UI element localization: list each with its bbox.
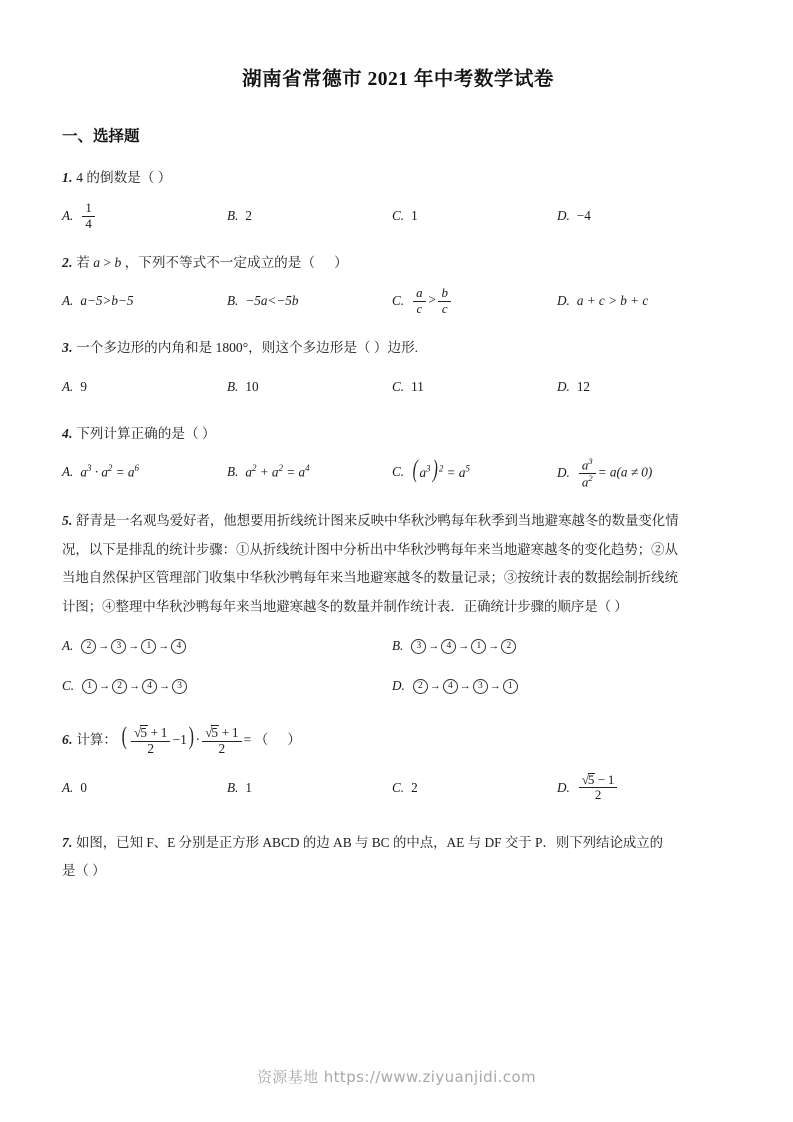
option-6-b-label: B. xyxy=(227,779,239,795)
option-5-c-value: 1 → 2 → 4 → 3 xyxy=(81,677,188,694)
question-5-number: 5. xyxy=(62,513,73,529)
option-2-c-label: C. xyxy=(392,293,405,309)
option-2-a-label: A. xyxy=(62,293,74,309)
question-4-options xyxy=(62,457,734,490)
question-7-stem-line-2: 是（ ） xyxy=(62,863,106,879)
option-5-c-label: C. xyxy=(62,677,75,693)
option-3-c[interactable] xyxy=(392,372,557,402)
option-1-c-label: C. xyxy=(392,208,405,224)
option-3-d-value: 12 xyxy=(576,378,591,394)
option-4-d-label: D. xyxy=(557,465,570,481)
question-6-options xyxy=(62,773,734,803)
option-5-a[interactable] xyxy=(62,631,392,661)
option-3-d-label: D. xyxy=(557,378,570,394)
question-5-options-row-2 xyxy=(62,671,734,701)
option-5-b-value: 3 → 4 → 1 → 2 xyxy=(410,637,517,654)
option-6-c-label: C. xyxy=(392,779,405,795)
page-content xyxy=(62,0,734,1034)
question-1-stem: 4 的倒数是（ ） xyxy=(76,170,172,185)
question-4-stem: 下列计算正确的是（ ） xyxy=(76,425,216,441)
option-1-d[interactable] xyxy=(557,201,722,231)
option-4-c-value: ( $a^3$) $^2 = a^5$ xyxy=(412,456,470,484)
option-4-a-label: A. xyxy=(62,463,74,479)
option-6-a-label: A. xyxy=(62,779,74,795)
option-5-d[interactable] xyxy=(392,671,722,701)
option-3-c-label: C. xyxy=(392,378,405,394)
question-1-number: 1. xyxy=(62,170,73,185)
question-2-number: 2. xyxy=(62,255,73,271)
option-4-c[interactable] xyxy=(392,457,557,487)
option-2-b-value: −5a<−5b xyxy=(245,293,299,309)
option-1-a-value: $\frac{1}{4}$ xyxy=(80,201,96,231)
option-5-a-value: 2 → 3 → 1 → 4 xyxy=(80,637,187,654)
option-5-b-label: B. xyxy=(392,637,404,653)
option-2-c[interactable] xyxy=(392,286,557,316)
option-3-a-label: A. xyxy=(62,378,74,394)
option-2-c-value: $\frac{a}{c}$ > $\frac{b}{c}$ xyxy=(411,286,453,316)
option-3-c-value: 11 xyxy=(411,378,424,394)
option-1-d-value: −4 xyxy=(576,208,591,224)
question-2 xyxy=(62,249,734,276)
question-4 xyxy=(62,420,734,447)
option-4-a[interactable] xyxy=(62,457,227,487)
question-6-expression: ( $\frac{√5 + 1}{2}$ −1) · $\frac{√5 + 1}{2}$ = （ ） xyxy=(122,721,301,756)
option-3-b-value: 10 xyxy=(245,378,259,394)
option-1-b[interactable] xyxy=(227,201,392,231)
question-1 xyxy=(62,164,734,191)
option-5-b[interactable] xyxy=(392,631,722,661)
option-4-b[interactable] xyxy=(227,457,392,487)
question-4-number: 4. xyxy=(62,425,73,441)
option-4-d-value: $\frac{a^3}{a^2}$ = a(a ≠ 0) xyxy=(577,457,652,490)
option-3-d[interactable] xyxy=(557,372,722,402)
question-1-options xyxy=(62,201,734,231)
option-1-a-label: A. xyxy=(62,208,74,224)
question-3-stem: 一个多边形的内角和是 1800°，则这个多边形是（ ）边形. xyxy=(76,340,419,356)
option-6-a[interactable] xyxy=(62,773,227,803)
page-title: 湖南省常德市 2021 年中考数学试卷 xyxy=(242,69,554,90)
question-5-stem-line-1: 舒青是一名观鸟爱好者，他想要用折线统计图来反映中华秋沙鸭每年秋季到当地避寒越冬的数量变化情 xyxy=(76,513,679,529)
option-6-a-value: 0 xyxy=(80,779,87,795)
question-7-figure-placeholder xyxy=(62,886,734,1034)
question-5-stem-line-4: 计图；④整理中华秋沙鸭每年来当地避寒越冬的数量并制作统计表．正确统计步骤的顺序是（ ） xyxy=(62,598,628,614)
option-3-a-value: 9 xyxy=(80,378,87,394)
option-1-c[interactable] xyxy=(392,201,557,231)
option-6-c[interactable] xyxy=(392,773,557,803)
question-2-stem: 若 a > b ，下列不等式不一定成立的是（ ） xyxy=(76,255,348,271)
option-5-d-value: 2 → 4 → 3 → 1 xyxy=(412,677,519,694)
question-7-number: 7. xyxy=(62,834,73,850)
option-3-b-label: B. xyxy=(227,378,239,394)
question-6-number: 6. xyxy=(62,732,73,748)
question-7 xyxy=(62,829,734,886)
question-5-options-row-1 xyxy=(62,631,734,661)
option-4-a-value: $a^3 \cdot a^2 = a^6$ xyxy=(80,463,139,480)
option-4-d[interactable] xyxy=(557,457,722,490)
option-6-c-value: 2 xyxy=(411,779,418,795)
option-6-d-value: $\frac{√5 - 1}{2}$ xyxy=(577,773,620,803)
option-2-d-value: a + c > b + c xyxy=(576,293,649,309)
option-1-b-value: 2 xyxy=(245,208,252,224)
option-1-c-value: 1 xyxy=(411,208,418,224)
option-5-d-label: D. xyxy=(392,677,405,693)
option-1-d-label: D. xyxy=(557,208,570,224)
question-5-stem-line-3: 当地自然保护区管理部门收集中华秋沙鸭每年来当地避寒越冬的数量记录；③按统计表的数据绘制折线统 xyxy=(62,570,678,586)
option-2-a-value: a−5>b−5 xyxy=(80,293,134,309)
option-4-b-value: $a^2 + a^2 = a^4$ xyxy=(245,463,310,480)
question-5-stem-line-2: 况，以下是排乱的统计步骤：①从折线统计图中分析出中华秋沙鸭每年来当地避寒越冬的变化趋势；②从 xyxy=(62,541,678,557)
option-6-b[interactable] xyxy=(227,773,392,803)
option-3-b[interactable] xyxy=(227,372,392,402)
option-5-c[interactable] xyxy=(62,671,392,701)
option-5-a-label: A. xyxy=(62,637,74,653)
option-3-a[interactable] xyxy=(62,372,227,402)
question-6-stem-prefix: 计算： xyxy=(76,732,117,748)
option-2-d-label: D. xyxy=(557,293,570,309)
option-4-c-label: C. xyxy=(392,463,405,479)
question-2-options xyxy=(62,286,734,316)
option-1-b-label: B. xyxy=(227,208,239,224)
section-heading: 一、选择题 xyxy=(62,128,140,145)
footer-watermark: 资源基地 https://www.ziyuanjidi.com xyxy=(256,1068,537,1086)
question-5 xyxy=(62,507,734,621)
option-6-d[interactable] xyxy=(557,773,722,803)
option-2-b[interactable] xyxy=(227,286,392,316)
question-7-stem-line-1: 如图，已知 F、E 分别是正方形 ABCD 的边 AB 与 BC 的中点，AE 与 DF 交于 P．则下列结论成立的 xyxy=(76,834,664,850)
option-4-b-label: B. xyxy=(227,463,239,479)
option-1-a[interactable] xyxy=(62,201,227,231)
question-6 xyxy=(62,721,734,757)
option-6-b-value: 1 xyxy=(245,779,252,795)
option-2-a[interactable] xyxy=(62,286,227,316)
question-3-number: 3. xyxy=(62,340,73,356)
option-2-d[interactable] xyxy=(557,286,722,316)
option-2-b-label: B. xyxy=(227,293,239,309)
question-3-options xyxy=(62,372,734,402)
option-6-d-label: D. xyxy=(557,779,570,795)
question-3 xyxy=(62,334,734,361)
